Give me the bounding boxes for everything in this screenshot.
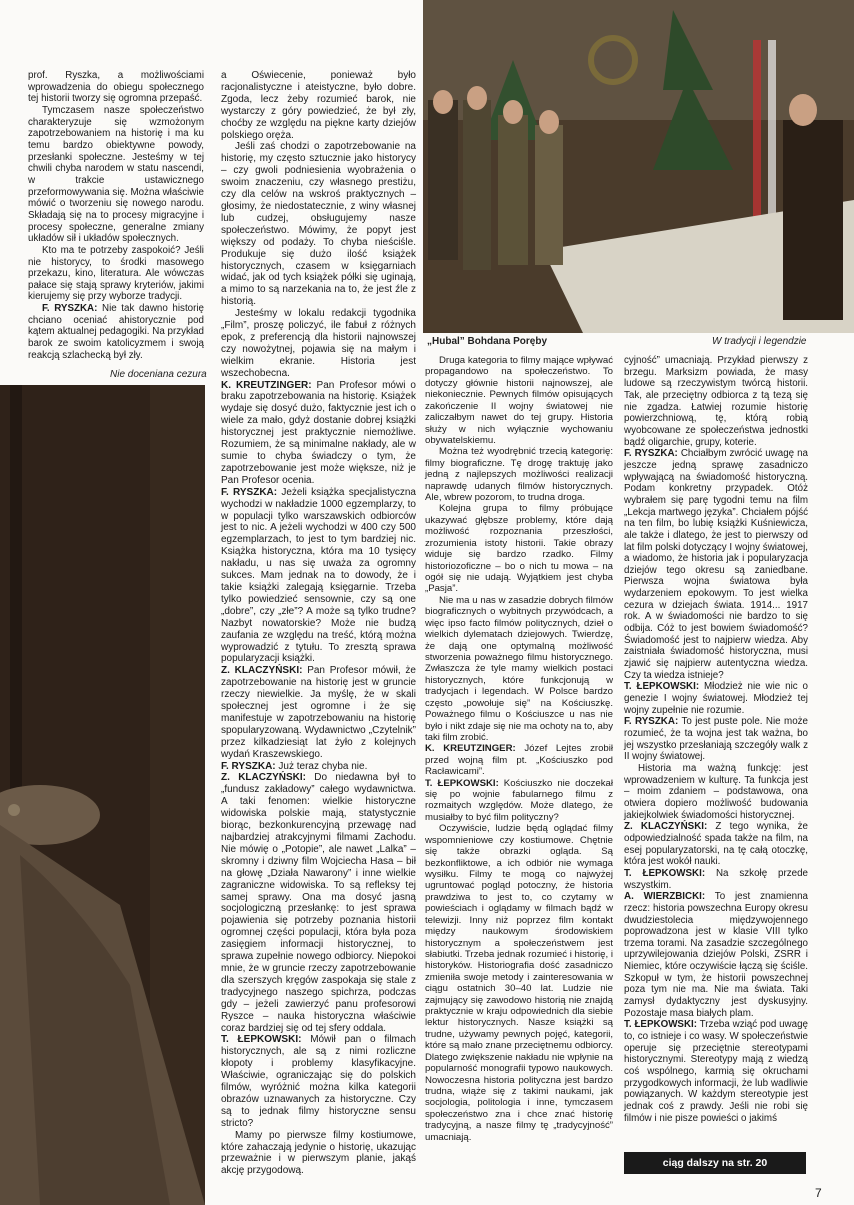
paragraph: Z. KLACZYŃSKI: Pan Profesor mówił, że zapotrzebowanie na historię jest w gruncie rzeczy niewielkie. Ja myślę, że w skali społecznej jest ogromne i że się manifestuje w zapotrzebowaniu na historię spopularyzowaną. Wydawnictwo „Czytelnik” przez kilkadziesiąt lat żyło z kolejnych wydań Kraszewskiego. xyxy=(221,665,416,760)
speaker-name: Z. KLACZYŃSKI: xyxy=(221,772,306,784)
column-1 xyxy=(28,70,204,361)
photo-soldier xyxy=(0,385,205,1205)
paragraph: Nie ma u nas w zasadzie dobrych filmów biograficznych o wybitnych przywódcach, a więc ipso facto filmów politycznych, dzieł o wielkich dylematach dziejowych. Twierdzę, że dają one optymalną możliwość stworzenia poważnego filmu historycznego. Zwłaszcza że tyle mamy wielkich postaci historycznych, które funkcjonują w tradycjach i legendach. W Polsce bardzo często „powołuje się” na Kościuszkę. Poważnego filmu o Kościuszce u nas nie było i nikt zdaje się nie ma ochoty na to, aby taki film zrobić. xyxy=(425,594,613,743)
speaker-name: T. ŁEPKOWSKI: xyxy=(425,777,499,789)
photo-hubal-scene xyxy=(423,0,854,333)
paragraph: Jeśli zaś chodzi o zapotrzebowanie na historię, my często sztucznie jako historycy – czy gwoli podniesienia wyobrażenia o swoim znaczeniu, czy własnego prestiżu, czy dla celów na wskroś praktycznych – głosimy, że niedostatecznie, z winy własnej lub cudzej, obsługujemy nasze społeczeństwo. Mówimy, że popyt jest większy od podaży. To chyba nieściśle. Produkuje się dużo ilość książek historycznych, czasem w księgarniach widać, jak od tych książek półki się uginają, a mimo to są narzekania na to, że jest źle z historią. xyxy=(221,141,416,308)
speaker-name: F. RYSZKA: xyxy=(624,448,678,460)
speaker-name: K. KREUTZINGER: xyxy=(221,379,312,391)
paragraph: A. WIERZBICKI: To jest znamienna rzecz: historia powszechna Europy okresu dwudziestolecia międzywojennego poprowadzona jest w klasie VIII tylko trzema torami. Na zasadzie szczególnego uprzywilejowania dziejów Polski, ZSRR i Niemiec, które oczywiście łączą się ściśle. Szkopuł w tym, że historii powszechnej poza tym nie ma. Nie ma świata. Taki zamysł dydaktyczny jest dyskusyjny. Pozostaje masa białych plam. xyxy=(624,891,809,1019)
paragraph: Kolejna grupa to filmy próbujące ukazywać głębsze problemy, które dają możliwość rozpoznania przeszłości, zrozumienia istoty historii. Takie obrazy widuje się bardzo rzadko. Filmy historiozoficzne – bo o nich tu mowa – na ogół się nie udają. Wyjątkiem jest chyba „Pasja”. xyxy=(425,503,613,595)
continued-badge: ciąg dalszy na str. 20 xyxy=(624,1152,806,1174)
paragraph: Z. KLACZYŃSKI: Z tego wynika, że odpowiedzialność spada także na film, na esej popularyzatorski, na tę całą otoczkę, która jest wokół nauki. xyxy=(624,821,808,868)
column-4 xyxy=(624,355,808,1124)
speaker-name: T. ŁEPKOWSKI: xyxy=(624,867,706,879)
paragraph: prof. Ryszka, a możliwościami wprowadzenia do obiegu społecznego tej historii tworzy się ogromna przepaść. xyxy=(28,70,204,105)
paragraph: Oczywiście, ludzie będą oglądać filmy wspomnieniowe czy kostiumowe. Chętnie się także obrazki ogląda. Są bezkonfliktowe, a ich odbiór nie wymaga wysiłku. Filmy te mogą co najwyżej ugruntować pogląd potoczny, że historia prawdziwa to jest to, co czytamy w powieściach i oglądamy w filmach bądź w telewizji. Inny niż poprzez film kontakt między naukowym środowiskiem historycznym a społeczeństwem jest słabiutki. Trzeba jednak rozumieć i historię, i historyków. Historiografia dość zasadniczo zmieniła swoje metody i zainteresowania w ciągu ostatnich 30–40 lat. Ludzie nie zajmujący się zawodowo historią nie znajdą praktycznie w kraju odpowiednich dla siebie lektur historycznych. Nasze książki są trudne, używamy pewnych pojęć, kategorii, które są mało znane przeciętnemu odbiorcy. Dlatego zwiększenie nakładu nie wpłynie na popularność monografii typowo naukowych. Nowoczesna historia polityczna jest bardzo trudna, wiąże się z takimi naukami, jak socjologia, politologia i inne, tymczasem społeczeństwo zna i chce znać historię tradycyjną, a nasze filmy tę „tradycyjność” umacniają. xyxy=(425,823,613,1143)
paragraph: F. RYSZKA: Nie tak dawno historię chciano oceniać ahistorycznie pod kątem aktualnej pedagogiki. Na przykład barok ze swoim katolicyzmem i swoją reakcją szlachecką był zły. xyxy=(28,303,205,361)
paragraph: Jesteśmy w lokalu redakcji tygodnika „Film”, proszę policzyć, ile fabuł z różnych epok, z preferencją dla historii najnowszej czy nowożytnej, pojawia się na małym i wielkim ekranie. Historia jest wszechobecna. xyxy=(221,308,416,379)
paragraph: Tymczasem nasze społeczeństwo charakteryzuje się wzmożonym zapotrzebowaniem na historię i ma ku temu bardzo obiektywne powody, przesłanki społeczne. Jesteśmy w tej chwili chyba narodem w statu nascendi, w trakcie ustawicznego przeformowywania się. Można właściwie mówić o tworzeniu się nowego narodu. Składają się na to procesy migracyjne i procesy społeczne, generalne zmiany układów sił i układów społecznych. xyxy=(28,104,204,245)
speaker-name: T. ŁEPKOWSKI: xyxy=(624,1019,698,1031)
paragraph: T. ŁEPKOWSKI: Kościuszko nie doczekał się po wojnie fabularnego filmu z rozmaitych względów. Może dlatego, że musiałby to być film polityczny? xyxy=(425,777,614,823)
speaker-name: F. RYSZKA: xyxy=(221,486,278,498)
paragraph: F. RYSZKA: Już teraz chyba nie. xyxy=(221,760,368,772)
paragraph: Historia ma ważną funkcję: jest wprowadzeniem w kulturę. Ta funkcja jest – moim zdaniem – podstawowa, ona otwiera dopiero możliwość budowania jakiejkolwiek świadomości historycznej. xyxy=(624,762,808,821)
column-2 xyxy=(221,70,416,1177)
paragraph: Z. KLACZYŃSKI: Do niedawna był to „fundusz zakładowy” całego wydawnictwa. A taki fenomen: wielkie historyczne widowiska polskie mają, statystycznie biorąc, bezkonkurencyjną przewagę nad najbardziej atrakcyjnymi filmami Zachodu. Nie mówię o „Potopie”, ale nawet „Lalka” – skromny i dziwny film Wojciecha Hasa – bił na głowę „Działa Nawarony” i inne wielkie zagraniczne widowiska. To są refleksy tej samej sprawy. Ona ma dosyć jasną socjologiczną przesłankę: to jest sprawa pojawienia się potrzeby poznania historii ogromnej części populacji, która była poza zasięgiem informacji historycznej, to sprawa zupełnie nowego odbiorcy. Niepokoi mnie, że w gruncie rzeczy zapotrzebowanie dla szerszych kręgów zaspokaja się stale z tradycyjnego naszego spichrza, podczas gdy – jeżeli zawierzyć panu profesorowi Ryszce – nauka historyczna właściwie coraz bardziej się od tej sfery oddala. xyxy=(221,772,416,1034)
paragraph: K. KREUTZINGER: Pan Profesor mówi o braku zapotrzebowania na historię. Książek wydaje się dosyć dużo, faktycznie jest ich o wiele za mało, gdyż dostanie dobrej książki historycznej jest praktycznie niemożliwe. Rozumiem, że są minimalne nakłady, ale w sumie to chyba świadczy o tym, że zapotrzebowanie jest może większe, niż je Pan Profesor ocenia. xyxy=(221,379,416,486)
speaker-name: T. ŁEPKOWSKI: xyxy=(624,681,700,693)
paragraph: Druga kategoria to filmy mające wpływać propagandowo na społeczeństwo. To dotyczy głównie historii najnowszej, ale niekoniecznie. Pewnych filmów opisujących zakończenie II wojny światowej nie zaliczałbym nawet do tej grupy. Historia służy w nich wyłącznie wychowaniu obywatelskiemu. xyxy=(425,355,613,446)
speaker-name: F. RYSZKA: xyxy=(624,716,679,728)
speaker-name: F. RYSZKA: xyxy=(221,760,276,772)
hubal-photo-graphic xyxy=(423,0,854,333)
caption-hubal: „Hubal” Bohdana Poręby xyxy=(427,336,548,347)
paragraph: T. ŁEPKOWSKI: Na szkołę przede wszystkim. xyxy=(624,867,808,891)
speaker-name: F. RYSZKA: xyxy=(42,303,98,315)
speaker-name: K. KREUTZINGER: xyxy=(425,743,516,755)
paragraph: F. RYSZKA: Jeżeli książka specjalistyczna wychodzi w nakładzie 1000 egzemplarzy, to w populacji tylko warszawskich odbiorców jest to nic. A jeżeli wychodzi w 400 czy 500 egzemplarzach, to jest to tym bardziej nic. Książka historyczna, która ma 10 tysięcy nakładu, u nas się uważa za ogromny sukces. Mam jednak na to dowody, że i takie książki zalegają księgarnie. Trzeba tylko powiedzieć sensownie, czy są one „dobre”, czy „złe”? A może są tylko trudne? Nazbyt nowatorskie? Może nie budzą zaufania ze względu na treść, którą można wyprowadzić z tytułu. To zresztą sprawa popularyzacji książki. xyxy=(221,486,416,665)
paragraph: F. RYSZKA: Chciałbym zwrócić uwagę na jeszcze jedną sprawę zasadniczo wpływającą na świadomość historyczną. Podam konkretny przypadek. Otóż wybrałem się parę tygodni temu na film „Lekcja martwego języka”. Chciałem pójść na ten film, bo lubię książki Kuśniewicza, ale także i dlatego, że jest to pierwszy od lat film polski dotyczący I wojny światowej, a wiadomo, że historia jak i popularyzacja dziejów tego okresu są zaniedbane. Pierwsza wojna światowa była wydarzeniem epokowym. To jest wielka cezura w dziejach świata. 1914... 1917 rok. A w świadomości nie bardzo to się odbija. Cóż to jest bowiem świadomość? Świadomość jest to najpierw wiedza. Aby zaistniała świadomość historyczna, musi zjawić się najpierw autentyczna wiedza. Czy ta wiedza istnieje? xyxy=(624,448,808,681)
paragraph: T. ŁEPKOWSKI: Trzeba wziąć pod uwagę to, co istnieje i co wasy. W społeczeństwie operuje się przeciętnie stereotypami historycznymi. Stereotypy mają z wiedzą coś wspólnego, karmią się okruchami przygodkowych informacji, że lub wadliwie powiązanych. W każdym stereotypie jest jednak coś z prawdy. Jeśli nie robi się filmów i nie pisze powieści o jakimś xyxy=(624,1019,808,1124)
caption-tradycji: W tradycji i legendzie xyxy=(712,336,807,347)
speaker-name: Z. KLACZYŃSKI: xyxy=(624,821,708,833)
paragraph: K. KREUTZINGER: Józef Lejtes zrobił przed wojną film pt. „Kościuszko pod Racławicami”. xyxy=(425,743,614,778)
paragraph: Mamy po pierwsze filmy kostiumowe, które zahaczają jedynie o historię, ukazując przeważnie i w pierwszym planie, jakąś akcję przygodową. xyxy=(221,1129,416,1177)
paragraph: cyjność” umacniają. Przykład pierwszy z brzegu. Marksizm powiada, że masy ludowe są rzeczywistym twórcą historii. Tak, ale przeciętny odbiorca z tą tezą się nie zgadza. Łatwiej rozumie historię powierzchniową, tę, którą robią wyobcowane ze społeczeństwa jednostki bądź oligarchie, grupy, koterie. xyxy=(624,355,808,448)
speaker-name: A. WIERZBICKI: xyxy=(624,891,706,903)
paragraph: T. ŁEPKOWSKI: Mówił pan o filmach historycznych, ale są z nimi rozliczne kłopoty i problemy klasyfikacyjne. Właściwie, ograniczając się do polskich filmów, wyróżnić można kilka kategorii obrazów uznawanych za historyczne. Czy są to jednak filmy historyczne sensu stricto? xyxy=(221,1034,416,1129)
speaker-name: Z. KLACZYŃSKI: xyxy=(221,665,303,677)
paragraph: a Oświecenie, ponieważ było racjonalistyczne i ateistyczne, było dobre. Zgoda, lecz żeby rozumieć barok, nie wystarczy z góry powiedzieć, że był zły, choćby ze względu na piękne karty dziejów polskiego oręża. xyxy=(221,70,416,141)
speaker-name: T. ŁEPKOWSKI: xyxy=(221,1034,302,1046)
caption-nie-doceniana: Nie doceniana cezura xyxy=(110,369,207,380)
paragraph: T. ŁEPKOWSKI: Młodzież nie wie nic o genezie I wojny światowej. Młodzież tej wojny zupełnie nie rozumie. xyxy=(624,681,808,716)
column-3 xyxy=(425,355,613,1143)
paragraph: Można też wyodrębnić trzecią kategorię: filmy biograficzne. Tę drogę traktuję jako jedną z najlepszych możliwości realizacji naprawdę udanych filmów historycznych. Ale, wbrew pozorom, to trudna droga. xyxy=(425,446,613,504)
paragraph: F. RYSZKA: To jest puste pole. Nie może rozumieć, że ta wojna jest tak ważna, bo jej wszystko przesłaniają szczegóły walk z II wojny światowej. xyxy=(624,716,808,763)
soldier-photo-graphic xyxy=(0,385,205,1205)
page-number: 7 xyxy=(815,1186,822,1200)
paragraph: Kto ma te potrzeby zaspokoić? Jeśli nie historycy, to środki masowego przekazu, kino, literatura. Ale wówczas pałace się stają sprawy kryteriów, jakimi kierujemy się przy wyborze tradycji. xyxy=(28,244,204,303)
